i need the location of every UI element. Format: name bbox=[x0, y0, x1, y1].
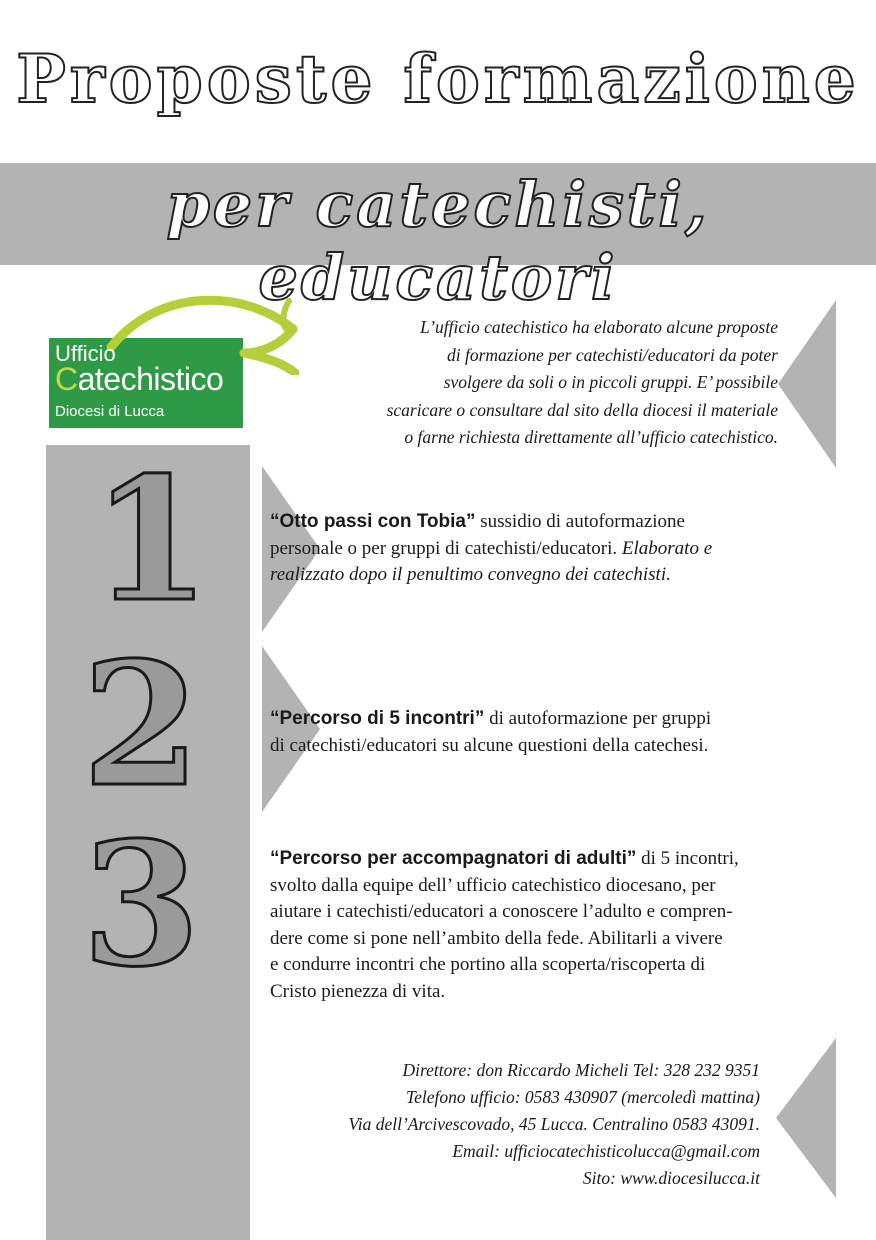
contact-address: Via dell’Arcivescovado, 45 Lucca. Centralino 0583 43091. bbox=[348, 1114, 760, 1134]
item-1-text: “Otto passi con Tobia” sussidio di autoformazione personale o per gruppi di catechisti/educatori. Elaborato e realizzato dopo il penultimo convegno dei catechisti. bbox=[270, 511, 713, 585]
item-3-title: “Percorso per accompagnatori di adulti” bbox=[270, 848, 637, 869]
contact-triangle-decoration bbox=[776, 1038, 838, 1200]
intro-paragraph bbox=[300, 314, 778, 452]
item-2-title: “Percorso di 5 incontri” bbox=[270, 708, 485, 729]
item-1-title: “Otto passi con Tobia” bbox=[270, 511, 476, 532]
number-2: 2 bbox=[82, 625, 201, 825]
ufficio-catechistico-logo bbox=[49, 295, 299, 430]
contact-director: Direttore: don Riccardo Micheli Tel: 328 232 9351 bbox=[402, 1060, 760, 1080]
contact-website[interactable]: Sito: www.diocesilucca.it bbox=[582, 1168, 760, 1188]
contact-email[interactable]: Email: ufficiocatechisticolucca@gmail.com bbox=[452, 1141, 760, 1161]
item-3-text: “Percorso per accompagnatori di adulti” di 5 incontri, svolto dalla equipe dell’ ufficio catechistico diocesano, per aiutare i catechisti/educatori a conoscere l’adulto e compren- dere come si pone nell’ambito della fede. Abilitarli a vivere e condurre incontri che portino alla scoperta/riscoperta di Cristo pienezza di vita. bbox=[270, 848, 739, 1002]
page-title: Proposte formazione bbox=[16, 40, 860, 118]
logo-text-catechistico: Catechistico bbox=[55, 361, 224, 397]
logo-text-ufficio: Ufficio bbox=[55, 341, 116, 366]
intro-line: di formazione per catechisti/educatori da poter bbox=[447, 344, 778, 365]
intro-line: o farne richiesta direttamente all’ufficio catechistico. bbox=[404, 427, 778, 447]
intro-line: scaricare o consultare dal sito della diocesi il materiale bbox=[386, 399, 778, 420]
intro-line: L’ufficio catechistico ha elaborato alcune proposte bbox=[420, 317, 778, 337]
intro-line: svolgere da soli o in piccoli gruppi. E’ possibile bbox=[443, 372, 778, 392]
item-2-text: “Percorso di 5 incontri” di autoformazione per gruppi di catechisti/educatori su alcune questioni della catechesi. bbox=[270, 708, 712, 756]
number-3: 3 bbox=[82, 805, 201, 1005]
number-1: 1 bbox=[92, 440, 211, 640]
page-subtitle: per catechisti, educatori bbox=[166, 168, 710, 314]
contact-info bbox=[280, 1057, 760, 1192]
logo-text-diocesi: Diocesi di Lucca bbox=[55, 403, 165, 420]
contact-office-phone: Telefono ufficio: 0583 430907 (mercoledì mattina) bbox=[405, 1087, 760, 1107]
intro-triangle-decoration bbox=[778, 300, 838, 470]
